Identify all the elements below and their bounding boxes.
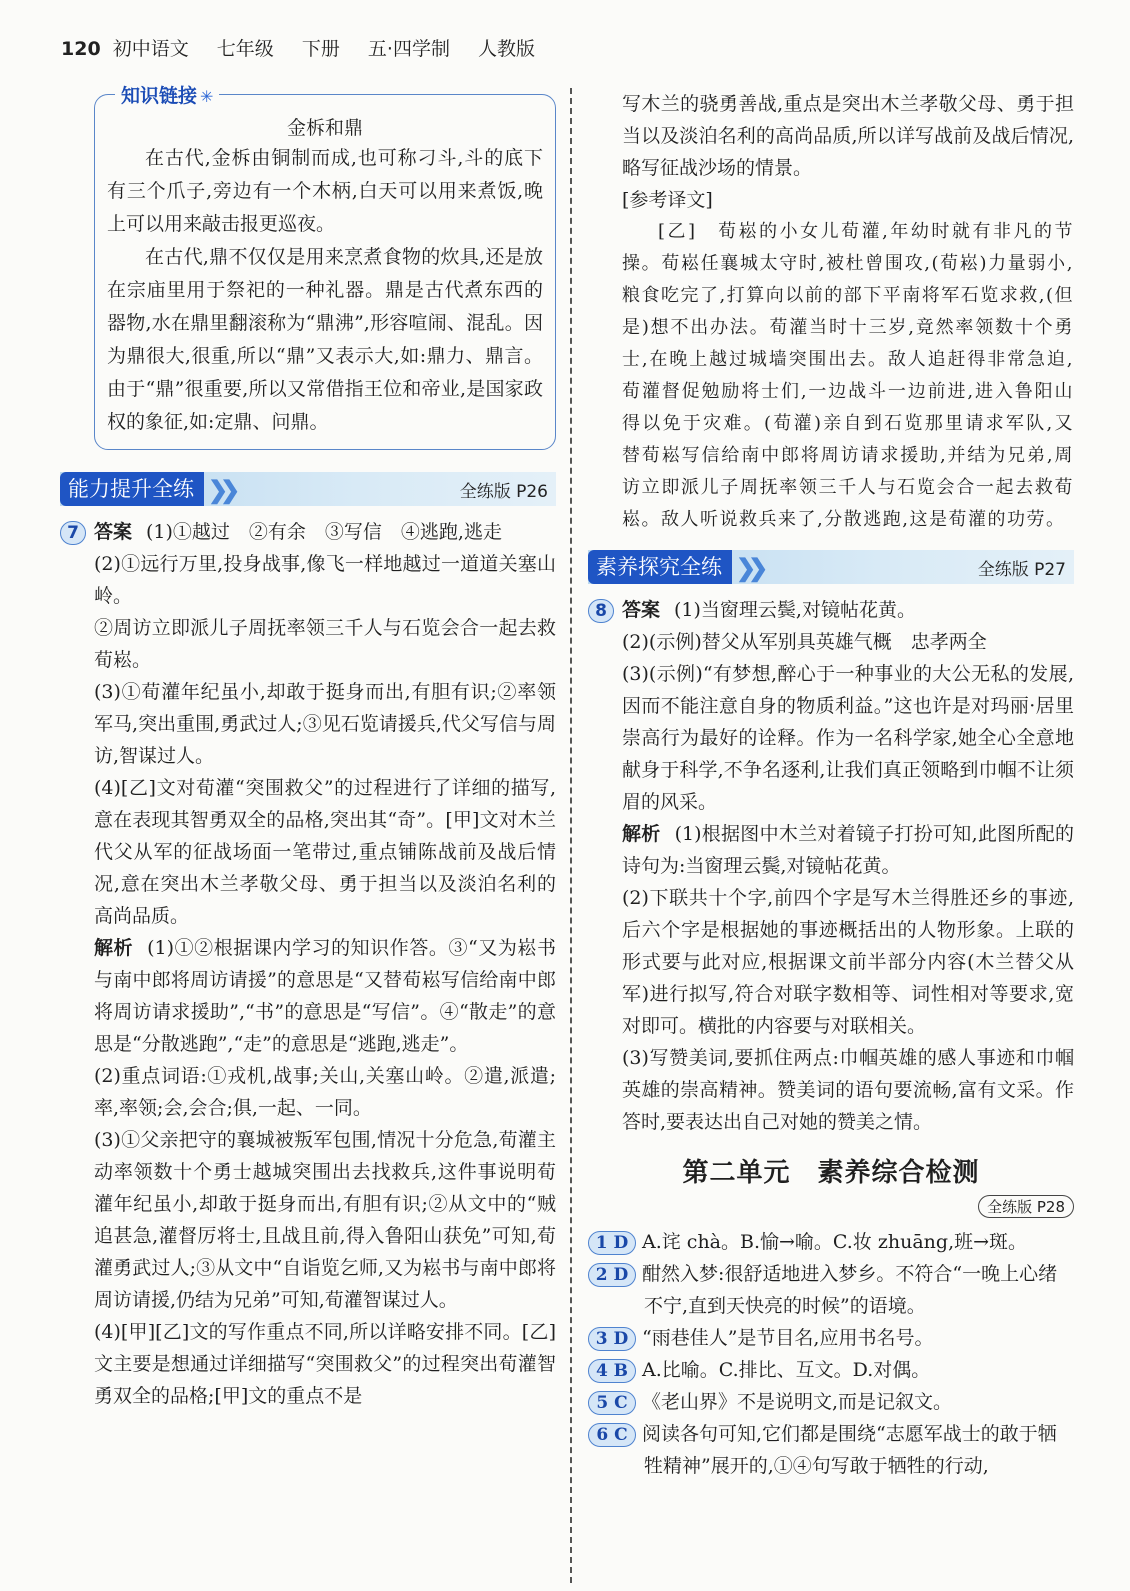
question-8 [588,594,1074,1138]
answer-line: (3)(示例)“有梦想,醉心于一种事业的大公无私的发展,因而不能注意自身的物质利益。”这也许是对玛丽·居里崇高行为最好的诠释。作为一名科学家,她全心全意地献身于科学,不争名逐利,让我们真正领略到巾帼不让须眉的风采。 [622,663,1074,813]
section-banner-ability [60,472,556,506]
analysis-line: (2)下联共十个字,前四个字是写木兰得胜还乡的事迹,后六个字是根据她的事迹概括出的人物形象。上联的形式要与此对应,根据课文前半部分内容(木兰替父从军)进行拟写,符合对联字数相等、词性相对等要求,宽对即可。横批的内容要与对联相关。 [622,887,1074,1037]
answer-item: 3 D “雨巷佳人”是节目名,应用书名号。 [588,1322,1074,1354]
analysis-line: (1)根据图中木兰对着镜子打扮可知,此图所配的诗句为:当窗理云鬓,对镜帖花黄。 [622,823,1074,877]
answer-item: 1 D A.诧 chà。B.愉→喻。C.妆 zhuāng,班→斑。 [588,1226,1074,1258]
answer-item: 6 C 阅读各句可知,它们都是围绕“志愿军战士的敢于牺牲精神”展开的,①④句写敢于牺牲的行动, [588,1418,1074,1482]
right-column [588,88,1074,1482]
answer-line: (1)①越过 ②有余 ③写信 ④逃跑,逃走 [146,521,502,543]
unit-answers [588,1226,1074,1482]
double-chevron-icon: ❯❯ [208,474,233,504]
answer-line: (3)①荀灌年纪虽小,却敢于挺身而出,有胆有识;②率领军马,突出重围,勇武过人;③见石览请援兵,代父写信与周访,智谋过人。 [94,681,556,767]
analysis-label: 解析 [94,937,134,959]
subject: 初中语文 [112,38,189,60]
grade: 七年级 [216,38,274,60]
translation-label: [参考译文] [622,189,713,211]
reference-translation: [乙] 荀崧的小女儿荀灌,年幼时就有非凡的节操。荀崧任襄城太守时,被杜曾围攻,(荀崧)力量弱小,粮食吃完了,打算向以前的部下平南将军石览求救,(但是)想不出办法。荀灌当时十三岁,竟然率领数十个勇士,在晚上越过城墙突围出去。敌人追赶得非常急迫,荀灌督促勉励将士们,一边战斗一边前进,进入鲁阳山得以免于灾难。(荀灌)亲自到石览那里请求军队,又替荀崧写信给南中郎将周访请求援助,并结为兄弟,周访立即派儿子周抚率领三千人与石览会合一起去救荀崧。敌人听说救兵来了,分散逃跑,这是荀灌的功劳。 [622,221,1074,530]
answer-badge: 2 D [588,1263,636,1287]
answer-line: (2)①远行万里,投身战事,像飞一样地越过一道道关塞山岭。 [94,553,556,607]
section-page-ref: 全练版 P26 [459,481,548,502]
analysis-line: (3)①父亲把守的襄城被叛军包围,情况十分危急,荀灌主动率领数十个勇士越城突围出去找救兵,这件事说明荀灌年纪虽小,却敢于挺身而出,有胆有识;②从文中的“贼追甚急,灌督厉将士,且战且前,得入鲁阳山获免”可知,荀灌勇武过人;③从文中“自诣览乞师,又为崧书与南中郎将周访请援,仍结为兄弟”可知,荀灌智谋过人。 [94,1129,556,1311]
answer-badge: 1 D [588,1231,636,1255]
section-page-ref: 全练版 P27 [977,559,1066,580]
knowledge-link-label: 知识链接 [121,85,198,107]
analysis-line: (2)重点词语:①戎机,战事;关山,关塞山岭。②遣,派遣;率,率领;会,会合;俱,一起、一同。 [94,1065,556,1119]
unit-title: 第二单元 素养综合检测 [682,1158,980,1188]
knowledge-box-title: 金柝和鼎 [286,117,363,139]
knowledge-paragraph: 在古代,鼎不仅仅是用来烹煮食物的炊具,还是放在宗庙里用于祭祀的一种礼器。鼎是古代煮东西的器物,水在鼎里翻滚称为“鼎沸”,形容喧闹、混乱。因为鼎很大,很重,所以“鼎”又表示大,如:鼎力、鼎言。由于“鼎”很重要,所以又常借指王位和帝业,是国家政权的象征,如:定鼎、问鼎。 [107,246,543,433]
analysis-line: (1)①②根据课内学习的知识作答。③“又为崧书与南中郎将周访请援”的意思是“又替荀崧写信给南中郎将周访请求援助”,“书”的意思是“写信”。④“散走”的意思是“分散逃跑”,“走”的意思是“逃跑,逃走”。 [94,937,556,1055]
answer-line: (1)当窗理云鬓,对镜帖花黄。 [674,599,916,621]
knowledge-link-tag [115,81,219,108]
knowledge-link-box [94,85,556,450]
section-title: 素养探究全练 [588,550,732,584]
volume: 下册 [301,38,340,60]
sparkle-cursor-icon: ✳ [200,87,214,106]
question-7 [60,516,556,1412]
question-number-badge: 7 [60,521,86,545]
school-system: 五·四学制 [367,38,450,60]
answer-item: 2 D 酣然入梦:很舒适地进入梦乡。不符合“一晚上心绪不宁,直到天快亮的时候”的语境。 [588,1258,1074,1322]
answer-line: (2)(示例)替父从军别具英雄气概 忠孝两全 [622,631,987,653]
page-header [61,34,557,61]
edition: 人教版 [478,38,536,60]
answer-label: 答案 [94,521,133,543]
answer-badge: 3 D [588,1327,636,1351]
answer-item: 4 B A.比喻。C.排比、互文。D.对偶。 [588,1354,1074,1386]
analysis-continuation: 写木兰的骁勇善战,重点是突出木兰孝敬父母、勇于担当以及淡泊名利的高尚品质,所以详写战前及战后情况,略写征战沙场的情景。 [622,93,1074,179]
unit-page-ref: 全练版 P28 [978,1195,1074,1218]
answer-badge: 4 B [588,1359,636,1383]
analysis-line: (4)[甲][乙]文的写作重点不同,所以详略安排不同。[乙]文主要是想通过详细描写“突围救父”的过程突出荀灌智勇双全的品格;[甲]文的重点不是 [94,1321,556,1407]
double-chevron-icon: ❯❯ [736,552,761,582]
column-divider [570,88,572,1583]
section-banner-literacy [588,550,1074,584]
answer-item: 5 C 《老山界》不是说明文,而是记叙文。 [588,1386,1074,1418]
page-number: 120 [61,38,101,60]
left-column [60,80,556,1412]
analysis-line: (3)写赞美词,要抓住两点:巾帼英雄的感人事迹和巾帼英雄的崇高精神。赞美词的语句要流畅,富有文采。作答时,要表达出自己对她的赞美之情。 [622,1047,1074,1133]
analysis-label: 解析 [622,823,661,845]
answer-badge: 5 C [588,1391,636,1415]
answer-label: 答案 [622,599,661,621]
section-title: 能力提升全练 [60,472,204,506]
answer-line: (4)[乙]文对荀灌“突围救父”的过程进行了详细的描写,意在表现其智勇双全的品格,突出其“奇”。[甲]文对木兰代父从军的征战场面一笔带过,重点铺陈战前及战后情况,意在突出木兰孝敬父母、勇于担当以及淡泊名利的高尚品质。 [94,777,556,927]
question-number-badge: 8 [588,599,614,623]
answer-badge: 6 C [588,1423,636,1447]
answer-line: ②周访立即派儿子周抚率领三千人与石览会合一起去救荀崧。 [94,617,556,671]
knowledge-paragraph: 在古代,金柝由铜制而成,也可称刁斗,斗的底下有三个爪子,旁边有一个木柄,白天可以用来煮饭,晚上可以用来敲击报更巡夜。 [107,147,543,235]
